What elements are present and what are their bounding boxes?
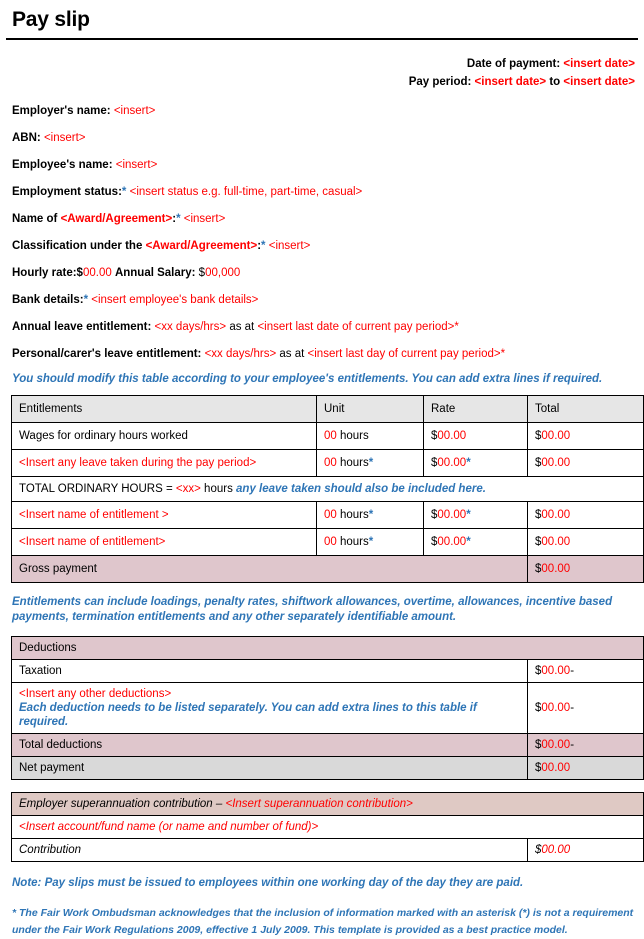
entitlements-header-rate: Rate xyxy=(424,396,528,423)
pay-dates-block xyxy=(6,56,638,90)
net-payment-amount: 00.00 xyxy=(541,762,571,774)
entitlement-name[interactable]: <Insert any leave taken during the pay period> xyxy=(12,450,317,477)
classification-prefix: Classification under the xyxy=(12,240,143,252)
entitlement-unit[interactable] xyxy=(317,502,424,529)
award-name-colon: : xyxy=(172,213,177,225)
deduction-amount: 00.00 xyxy=(541,665,571,677)
superannuation-header-cell[interactable] xyxy=(12,793,644,816)
superannuation-amount: 00.00 xyxy=(541,844,571,856)
unit-value: 00 xyxy=(324,430,337,442)
personal-leave-value[interactable]: <xx days/hrs> xyxy=(204,348,277,360)
superannuation-fund-name[interactable]: <Insert account/fund name (or name and number of fund)> xyxy=(12,816,644,839)
total-deductions-suffix: - xyxy=(570,739,575,751)
award-name-prefix: Name of xyxy=(12,213,58,225)
entitlements-header-unit: Unit xyxy=(317,396,424,423)
deductions-table xyxy=(11,636,644,780)
rate-currency: $ xyxy=(431,457,438,469)
deduction-suffix: - xyxy=(570,665,575,677)
entitlement-total[interactable] xyxy=(528,450,644,477)
date-of-payment-label: Date of payment: xyxy=(466,58,561,70)
total-value: 00.00 xyxy=(541,509,571,521)
total-currency: $ xyxy=(535,509,542,521)
award-name-value[interactable]: <insert> xyxy=(183,213,226,225)
total-deductions-row xyxy=(12,734,644,757)
unit-asterisk: * xyxy=(368,509,374,521)
net-payment-currency: $ xyxy=(535,762,542,774)
superannuation-table xyxy=(11,792,644,862)
total-ordinary-prefix: TOTAL ORDINARY HOURS = xyxy=(19,482,173,495)
rate-asterisk: * xyxy=(466,509,471,521)
employee-name-value[interactable]: <insert> xyxy=(115,159,158,171)
pay-rate-line xyxy=(12,266,638,280)
employment-status-label: Employment status: xyxy=(12,186,122,198)
deductions-header-row xyxy=(12,637,644,660)
footer-block xyxy=(6,876,638,939)
bank-details-line xyxy=(12,293,638,307)
total-deductions-label: Total deductions xyxy=(12,734,528,757)
deductions-header-label: Deductions xyxy=(12,637,644,660)
personal-leave-label: Personal/carer's leave entitlement: xyxy=(12,348,202,360)
deduction-sub-note: Each deduction needs to be listed separately. You can add extra lines to this table if required. xyxy=(19,702,477,728)
rate-value: 00.00 xyxy=(437,457,467,469)
superannuation-header-value: <Insert superannuation contribution> xyxy=(225,798,413,810)
classification-colon: : xyxy=(257,240,262,252)
hourly-rate-label: Hourly rate: xyxy=(12,267,77,279)
net-payment-row xyxy=(12,757,644,780)
rate-asterisk: * xyxy=(466,457,471,469)
table-row xyxy=(12,683,644,734)
entitlement-unit[interactable] xyxy=(317,423,424,450)
entitlements-header-row xyxy=(12,396,644,423)
bank-details-value[interactable]: <insert employee's bank details> xyxy=(91,294,259,306)
date-of-payment-line xyxy=(6,56,635,72)
annual-leave-value[interactable]: <xx days/hrs> xyxy=(154,321,227,333)
entitlement-rate[interactable] xyxy=(424,529,528,556)
total-value: 00.00 xyxy=(541,430,571,442)
employer-name-label: Employer's name: xyxy=(12,105,111,117)
entitlements-note-wrap xyxy=(6,595,638,625)
abn-label: ABN: xyxy=(12,132,41,144)
classification-asterisk: * xyxy=(261,240,266,252)
entitlement-total[interactable] xyxy=(528,502,644,529)
gross-amount: 00.00 xyxy=(541,563,571,575)
annual-leave-line xyxy=(12,320,638,334)
entitlement-unit[interactable] xyxy=(317,450,424,477)
abn-value[interactable]: <insert> xyxy=(43,132,86,144)
entitlement-total[interactable] xyxy=(528,423,644,450)
personal-leave-line xyxy=(12,347,638,361)
superannuation-contribution-row xyxy=(12,839,644,862)
total-currency: $ xyxy=(535,430,542,442)
pay-period-joiner: to xyxy=(549,76,561,88)
personal-leave-period[interactable]: <insert last day of current pay period>* xyxy=(307,348,506,360)
classification-token[interactable]: <Award/Agreement> xyxy=(145,240,258,252)
entitlement-unit[interactable] xyxy=(317,529,424,556)
entitlement-rate[interactable] xyxy=(424,502,528,529)
annual-leave-label: Annual leave entitlement: xyxy=(12,321,152,333)
gross-payment-label: Gross payment xyxy=(12,556,528,583)
classification-line xyxy=(12,239,638,253)
total-currency: $ xyxy=(535,536,542,548)
total-ordinary-value: <xx> xyxy=(175,482,201,495)
pay-period-from[interactable]: <insert date> xyxy=(474,76,547,88)
unit-suffix: hours xyxy=(336,430,369,442)
bank-details-asterisk: * xyxy=(83,294,89,306)
bank-details-label: Bank details: xyxy=(12,294,84,306)
deduction-name: <Insert any other deductions> xyxy=(19,688,172,700)
modify-table-note: You should modify this table according to your employee's entitlements. You can add extra lines if required. xyxy=(12,373,603,385)
deduction-suffix: - xyxy=(570,702,575,714)
table-row xyxy=(12,502,644,529)
total-ordinary-hours-row xyxy=(12,477,644,502)
total-ordinary-note: any leave taken should also be included here. xyxy=(236,482,486,495)
annual-salary-label: Annual Salary: xyxy=(114,267,196,279)
entitlement-name[interactable]: <Insert name of entitlement> xyxy=(12,529,317,556)
unit-value: 00 xyxy=(324,509,337,521)
unit-suffix: hours xyxy=(336,457,369,469)
superannuation-fund-row xyxy=(12,816,644,839)
pay-period-to[interactable]: <insert date> xyxy=(563,76,635,88)
total-ordinary-hours-cell[interactable] xyxy=(12,477,644,502)
award-name-line xyxy=(12,212,638,226)
gross-currency: $ xyxy=(535,563,542,575)
entitlement-total[interactable] xyxy=(528,529,644,556)
classification-value[interactable]: <insert> xyxy=(268,240,311,252)
gross-payment-value xyxy=(528,556,644,583)
gross-payment-row xyxy=(12,556,644,583)
unit-asterisk: * xyxy=(368,457,374,469)
rate-currency: $ xyxy=(431,430,438,442)
superannuation-currency: $ xyxy=(535,844,542,856)
pay-period-label: Pay period: xyxy=(408,76,472,88)
employee-name-label: Employee's name: xyxy=(12,159,113,171)
modify-table-note-wrap xyxy=(6,372,638,387)
employee-name-line xyxy=(12,158,638,172)
rate-asterisk: * xyxy=(466,536,471,548)
superannuation-contribution-label: Contribution xyxy=(12,839,528,862)
table-row xyxy=(12,529,644,556)
entitlement-name[interactable]: <Insert name of entitlement > xyxy=(12,502,317,529)
hourly-rate-currency: $ xyxy=(76,267,83,279)
entitlements-can-include-note: Entitlements can include loadings, penalty rates, shiftwork allowances, overtime, allowances, incentive based payments, termination entitlements and any other separately identifiable amount. xyxy=(12,596,613,623)
employer-name-line xyxy=(12,104,638,118)
rate-currency: $ xyxy=(431,509,438,521)
annual-salary-currency: $ xyxy=(198,267,206,279)
unit-suffix: hours xyxy=(336,536,369,548)
entitlements-table xyxy=(11,395,644,583)
total-value: 00.00 xyxy=(541,457,571,469)
table-row xyxy=(12,660,644,683)
superannuation-header-prefix: Employer superannuation contribution – xyxy=(19,798,223,810)
employment-status-asterisk: * xyxy=(121,186,127,198)
superannuation-contribution-value[interactable] xyxy=(528,839,644,862)
total-currency: $ xyxy=(535,457,542,469)
unit-value: 00 xyxy=(324,536,337,548)
deduction-value[interactable] xyxy=(528,660,644,683)
entitlement-rate[interactable] xyxy=(424,423,528,450)
rate-value: 00.00 xyxy=(437,509,467,521)
employment-status-line xyxy=(12,185,638,199)
pay-slip-timing-note: Note: Pay slips must be issued to employees within one working day of the day they are paid. xyxy=(12,877,524,889)
net-payment-value xyxy=(528,757,644,780)
table-row xyxy=(12,423,644,450)
annual-salary-value[interactable]: 00,000 xyxy=(205,267,241,279)
award-name-token[interactable]: <Award/Agreement> xyxy=(60,213,173,225)
deduction-name-cell[interactable] xyxy=(12,683,528,734)
title-divider xyxy=(6,38,638,40)
asterisk-disclaimer-note: * The Fair Work Ombudsman acknowledges that the inclusion of information marked with an asterisk (*) is not a requirement under the Fair Work Regulations 2009, effective 1 July 2009. This template is provided as a best practice model. xyxy=(12,907,634,936)
total-deductions-currency: $ xyxy=(535,739,542,751)
rate-currency: $ xyxy=(431,536,438,548)
page-title: Pay slip xyxy=(12,8,90,31)
table-row xyxy=(12,450,644,477)
personal-leave-asat: as at xyxy=(279,348,305,360)
annual-leave-period[interactable]: <insert last date of current pay period>* xyxy=(257,321,459,333)
unit-asterisk: * xyxy=(368,536,374,548)
employment-status-value[interactable]: <insert status e.g. full-time, part-time, casual> xyxy=(129,186,363,198)
rate-value: 00.00 xyxy=(437,430,467,442)
hourly-rate-value[interactable]: 00.00 xyxy=(82,267,112,279)
deduction-currency: $ xyxy=(535,702,542,714)
net-payment-label: Net payment xyxy=(12,757,528,780)
entitlement-name[interactable]: Wages for ordinary hours worked xyxy=(12,423,317,450)
deduction-amount: 00.00 xyxy=(541,702,571,714)
unit-value: 00 xyxy=(324,457,337,469)
superannuation-header-row xyxy=(12,793,644,816)
entitlement-rate[interactable] xyxy=(424,450,528,477)
pay-period-line xyxy=(6,74,635,90)
date-of-payment-value[interactable]: <insert date> xyxy=(563,58,635,70)
deduction-name[interactable]: Taxation xyxy=(12,660,528,683)
unit-suffix: hours xyxy=(336,509,369,521)
award-name-asterisk: * xyxy=(176,213,181,225)
employer-name-value[interactable]: <insert> xyxy=(113,105,156,117)
employee-details-block xyxy=(6,104,638,361)
entitlements-header-name: Entitlements xyxy=(12,396,317,423)
total-deductions-amount: 00.00 xyxy=(541,739,571,751)
deduction-currency: $ xyxy=(535,665,542,677)
rate-value: 00.00 xyxy=(437,536,467,548)
annual-leave-asat: as at xyxy=(229,321,255,333)
entitlements-header-total: Total xyxy=(528,396,644,423)
abn-line xyxy=(12,131,638,145)
total-value: 00.00 xyxy=(541,536,571,548)
total-deductions-value xyxy=(528,734,644,757)
total-ordinary-suffix: hours xyxy=(204,482,233,495)
deduction-value[interactable] xyxy=(528,683,644,734)
